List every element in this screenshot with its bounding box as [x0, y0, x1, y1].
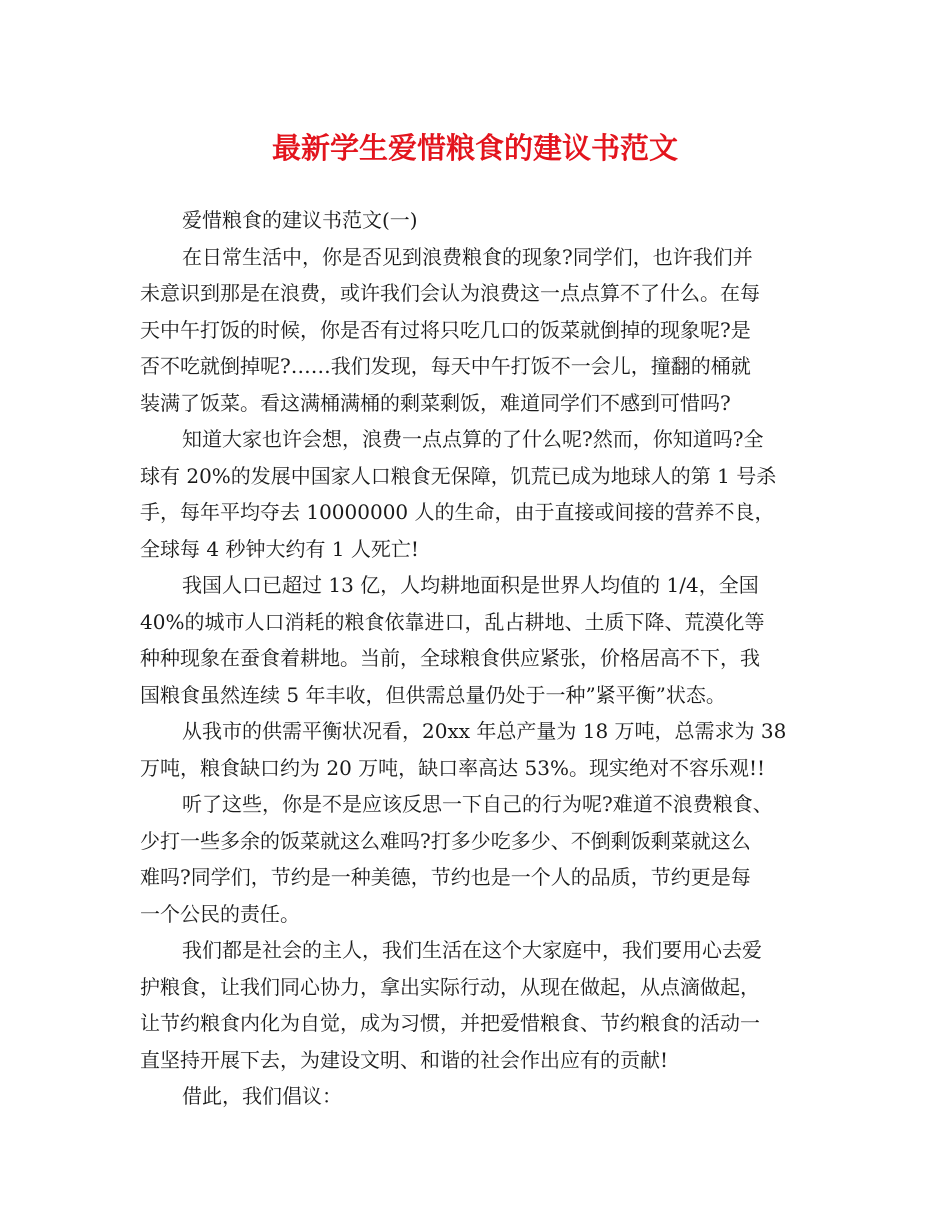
- text-line: 在日常生活中，你是否见到浪费粮食的现象?同学们，也许我们并: [182, 244, 753, 269]
- text-line: 全球每 4 秒钟大约有 1 人死亡!: [140, 536, 419, 561]
- text-line: 装满了饭菜。看这满桶满桶的剩菜剩饭，难道同学们不感到可惜吗?: [140, 390, 731, 415]
- text-line: 我们都是社会的主人，我们生活在这个大家庭中，我们要用心去爱: [182, 938, 762, 962]
- text-line: 一个公民的责任。: [140, 901, 300, 926]
- text-line: 手，每年平均夺去 10000000 人的生命，由于直接或间接的营养不良，: [140, 500, 775, 524]
- text-line: 护粮食，让我们同心协力，拿出实际行动，从现在做起，从点滴做起，: [140, 974, 760, 999]
- document-title: 最新学生爱惜粮食的建议书范文: [271, 131, 678, 165]
- text-line: 我国人口已超过 13 亿，人均耕地面积是世界人均值的 1/4，全国: [182, 573, 759, 597]
- text-line: 爱惜粮食的建议书范文(一): [182, 208, 418, 232]
- text-line: 国粮食虽然连续 5 年丰收，但供需总量仍处于一种”紧平衡”状态。: [140, 682, 726, 707]
- text-line: 直坚持开展下去，为建设文明、和谐的社会作出应有的贡献!: [140, 1047, 669, 1072]
- text-line: 让节约粮食内化为自觉，成为习惯，并把爱惜粮食、节约粮食的活动一: [140, 1011, 760, 1035]
- text-line: 知道大家也许会想，浪费一点点算的了什么呢?然而，你知道吗?全: [182, 427, 764, 451]
- text-line: 难吗?同学们，节约是一种美德，节约也是一个人的品质，节约更是每: [140, 865, 751, 889]
- text-line: 天中午打饭的时候，你是否有过将只吃几口的饭菜就倒掉的现象呢?是: [140, 317, 751, 342]
- text-line: 球有 20%的发展中国家人口粮食无保障，饥荒已成为地球人的第 1 号杀: [140, 463, 777, 488]
- text-line: 万吨，粮食缺口约为 20 万吨，缺口率高达 53%。现实绝对不容乐观!!: [140, 755, 766, 780]
- text-line: 种种现象在蚕食着耕地。当前，全球粮食供应紧张，价格居高不下，我: [140, 646, 760, 670]
- text-line: 借此，我们倡议：: [182, 1084, 342, 1108]
- text-line: 否不吃就倒掉呢?……我们发现，每天中午打饭不一会儿，撞翻的桶就: [140, 354, 751, 378]
- text-line: 40%的城市人口消耗的粮食依靠进口，乱占耕地、土质下降、荒漠化等: [140, 609, 765, 634]
- text-line: 从我市的供需平衡状况看，20xx 年总产量为 18 万吨，总需求为 38: [182, 719, 787, 743]
- text-line: 未意识到那是在浪费，或许我们会认为浪费这一点点算不了什么。在每: [140, 281, 760, 305]
- text-line: 听了这些，你是不是应该反思一下自己的行为呢?难道不浪费粮食、: [182, 792, 773, 816]
- text-line: 少打一些多余的饭菜就这么难吗?打多少吃多少、不倒剩饭剩菜就这么: [140, 828, 751, 853]
- document-body: [140, 202, 820, 1115]
